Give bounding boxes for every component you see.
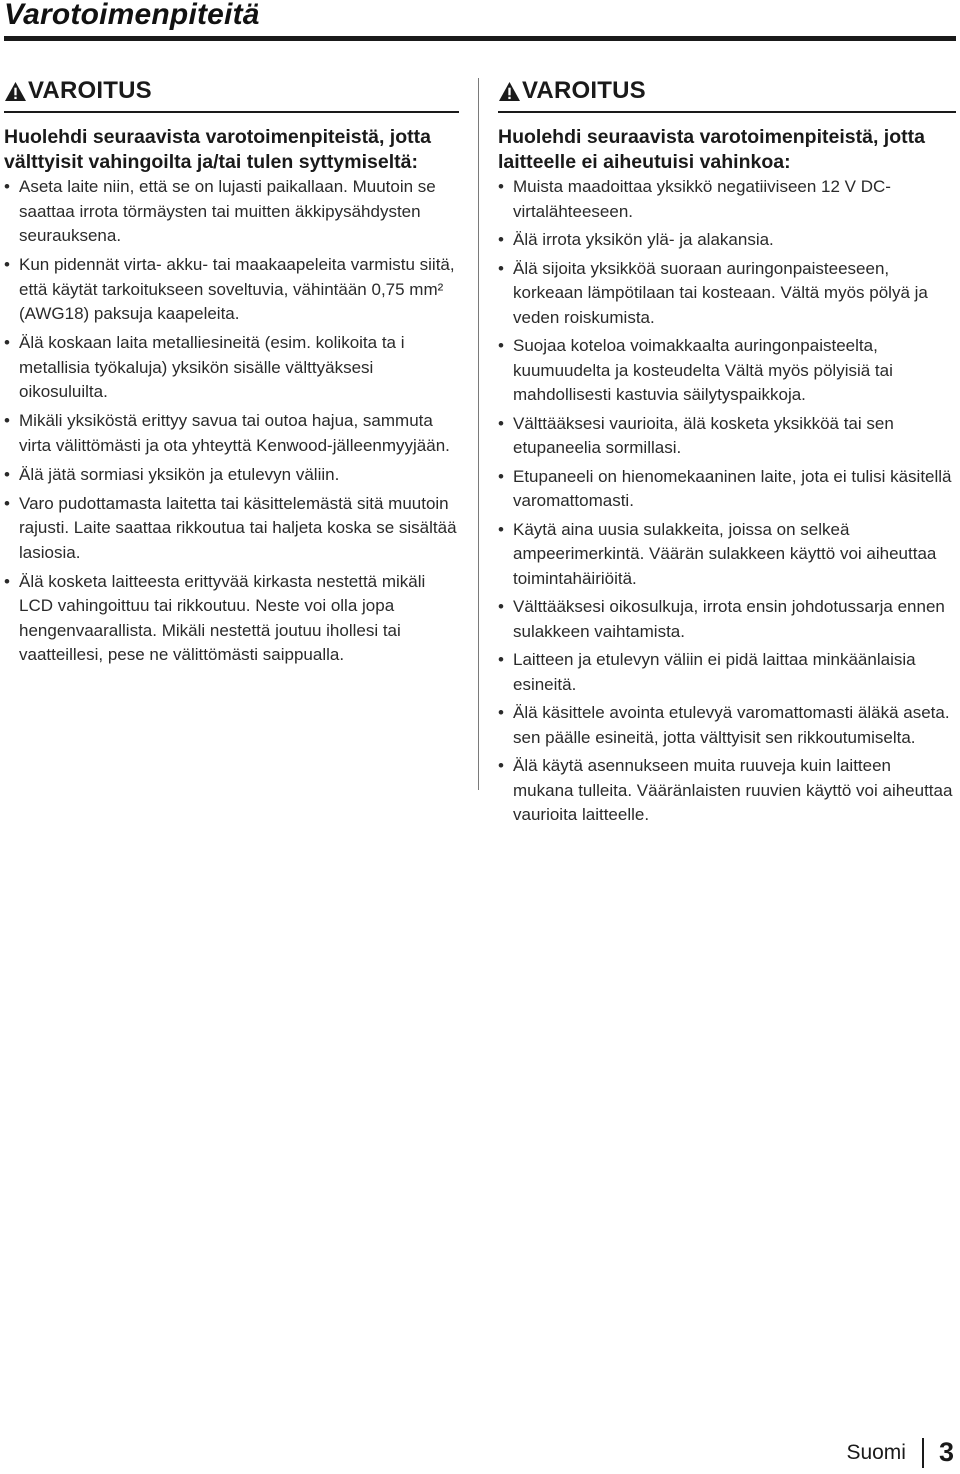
list-item-text: Älä sijoita yksikköä suoraan auringonpaisteeseen, korkeaan lämpötilaan tai kosteaan. Vältä myös pölyä ja veden roiskumista. [513,258,928,327]
list-item [4,409,459,458]
left-list [4,175,459,668]
list-item-text: Välttääksesi oikosulkuja, irrota ensin johdotussarja ennen sulakkeen vaihtamista. [513,597,945,641]
list-item-text: Suojaa koteloa voimakkaalta auringonpaisteelta, kuumuudelta ja kosteudelta Vältä myös pölyisiä tai mahdollisesti kastuvia säilytyspaikkoja. [513,336,893,404]
left-warning-heading [4,74,459,108]
title-rule [4,36,956,41]
page-number: 3 [938,1437,954,1467]
bullet: • [498,703,504,722]
bullet: • [498,756,504,775]
bullet: • [498,466,504,486]
list-item-text: Välttääksesi vaurioita, älä kosketa yksikköä tai sen etupaneelia sormillasi. [513,413,894,457]
list-item-text: Älä käsittele avointa etulevyä varomattomasti äläkä aseta. sen päälle esineitä, jotta välttyisit sen rikkoutumiselta. [513,703,950,747]
list-item [4,175,459,249]
list-item [498,228,956,253]
bullet: • [4,411,10,430]
list-item-text: Laitteen ja etulevyn väliin ei pidä laittaa minkäänlaisia esineitä. [513,650,916,694]
list-item [498,648,956,697]
right-warning-rule [498,111,956,113]
list-item-text: Mikäli yksiköstä erittyy savua tai outoa hajua, sammuta virta välittömästi ja ota yhteyttä Kenwood-jälleenmyyjään. [19,411,450,455]
warning-triangle-icon [498,81,521,102]
list-item-text: Etupaneeli on hienomekaaninen laite, jota ei tulisi käsitellä varomattomasti. [513,466,952,510]
left-column [4,74,459,672]
right-intro: Huolehdi seuraavista varotoimenpiteistä, jotta laitteelle ei aiheutuisi vahinkoa: [498,126,925,173]
bullet: • [498,336,504,355]
list-item [498,701,956,750]
bullet: • [498,177,504,196]
list-item [4,331,459,405]
bullet: • [4,464,10,484]
list-item [4,570,459,668]
right-list [498,175,956,828]
right-column [498,74,956,832]
bullet: • [498,413,504,433]
list-item [498,465,956,514]
list-item [498,595,956,644]
left-warning-label: VAROITUS [28,77,152,104]
footer-separator [922,1438,924,1468]
list-item-text: Älä koskaan laita metalliesineitä (esim. kolikoita ta i metallisia työkaluja) yksikön sisälle välttyäksesi oikosuluilta. [19,333,405,401]
bullet: • [4,333,10,352]
list-item [498,518,956,592]
list-item-text: Älä irrota yksikön ylä- ja alakansia. [513,230,774,249]
list-item [4,463,459,488]
bullet: • [498,519,504,539]
left-intro: Huolehdi seuraavista varotoimenpiteistä, jotta välttyisit vahingoilta ja/tai tulen syttymiseltä: [4,126,431,173]
list-item-text: Kun pidennät virta- akku- tai maakaapeleita varmistu siitä, että käytät tarkoitukseen soveltuvia, vähintään 0,75 mm² (AWG18) paksuja kaapeleita. [19,255,455,323]
list-item [4,253,459,327]
list-item [498,754,956,828]
right-warning-heading [498,74,956,108]
bullet: • [4,571,10,591]
list-item-text: Muista maadoittaa yksikkö negatiiviseen 12 V DC-virtalähteeseen. [513,177,891,221]
list-item [4,492,459,566]
bullet: • [4,255,10,274]
bullet: • [498,230,504,249]
bullet: • [4,177,10,196]
left-warning-rule [4,111,459,113]
bullet: • [498,650,504,669]
list-item-text: Käytä aina uusia sulakkeita, joissa on selkeä ampeerimerkintä. Väärän sulakkeen käyttö voi aiheuttaa toimintahäiriöitä. [513,519,937,588]
list-item-text: Älä jätä sormiasi yksikön ja etulevyn väliin. [19,464,340,484]
list-item-text: Varo pudottamasta laitetta tai käsittelemästä sitä muutoin rajusti. Laite saattaa rikkoutua tai haljeta koska se sisältää lasiosia. [19,493,457,562]
list-item [498,257,956,331]
bullet: • [4,493,10,513]
list-item-text: Älä käytä asennukseen muita ruuveja kuin laitteen mukana tulleita. Vääränlaisten ruuvien käyttö voi aiheuttaa vaurioita laitteelle. [513,756,953,824]
list-item-text: Aseta laite niin, että se on lujasti paikallaan. Muutoin se saattaa irrota törmäysten tai muitten äkkipysähdysten seurauksena. [19,177,436,245]
bullet: • [498,258,504,278]
column-divider [478,78,479,790]
list-item [498,334,956,408]
list-item-text: Älä kosketa laitteesta erittyvää kirkasta nestettä mikäli LCD vahingoittuu tai rikkoutuu. Neste voi olla jopa hengenvaarallista. Mikäli nestettä joutuu ihollesi tai vaatteillesi, pese ne välittömästi saippualla. [19,571,426,664]
page-title: Varotoimenpiteitä [4,0,260,31]
footer-language: Suomi [846,1440,906,1464]
warning-triangle-icon [4,81,27,102]
right-warning-label: VAROITUS [522,77,646,104]
list-item [498,412,956,461]
list-item [498,175,956,224]
page-footer [846,1437,954,1468]
bullet: • [498,597,504,616]
